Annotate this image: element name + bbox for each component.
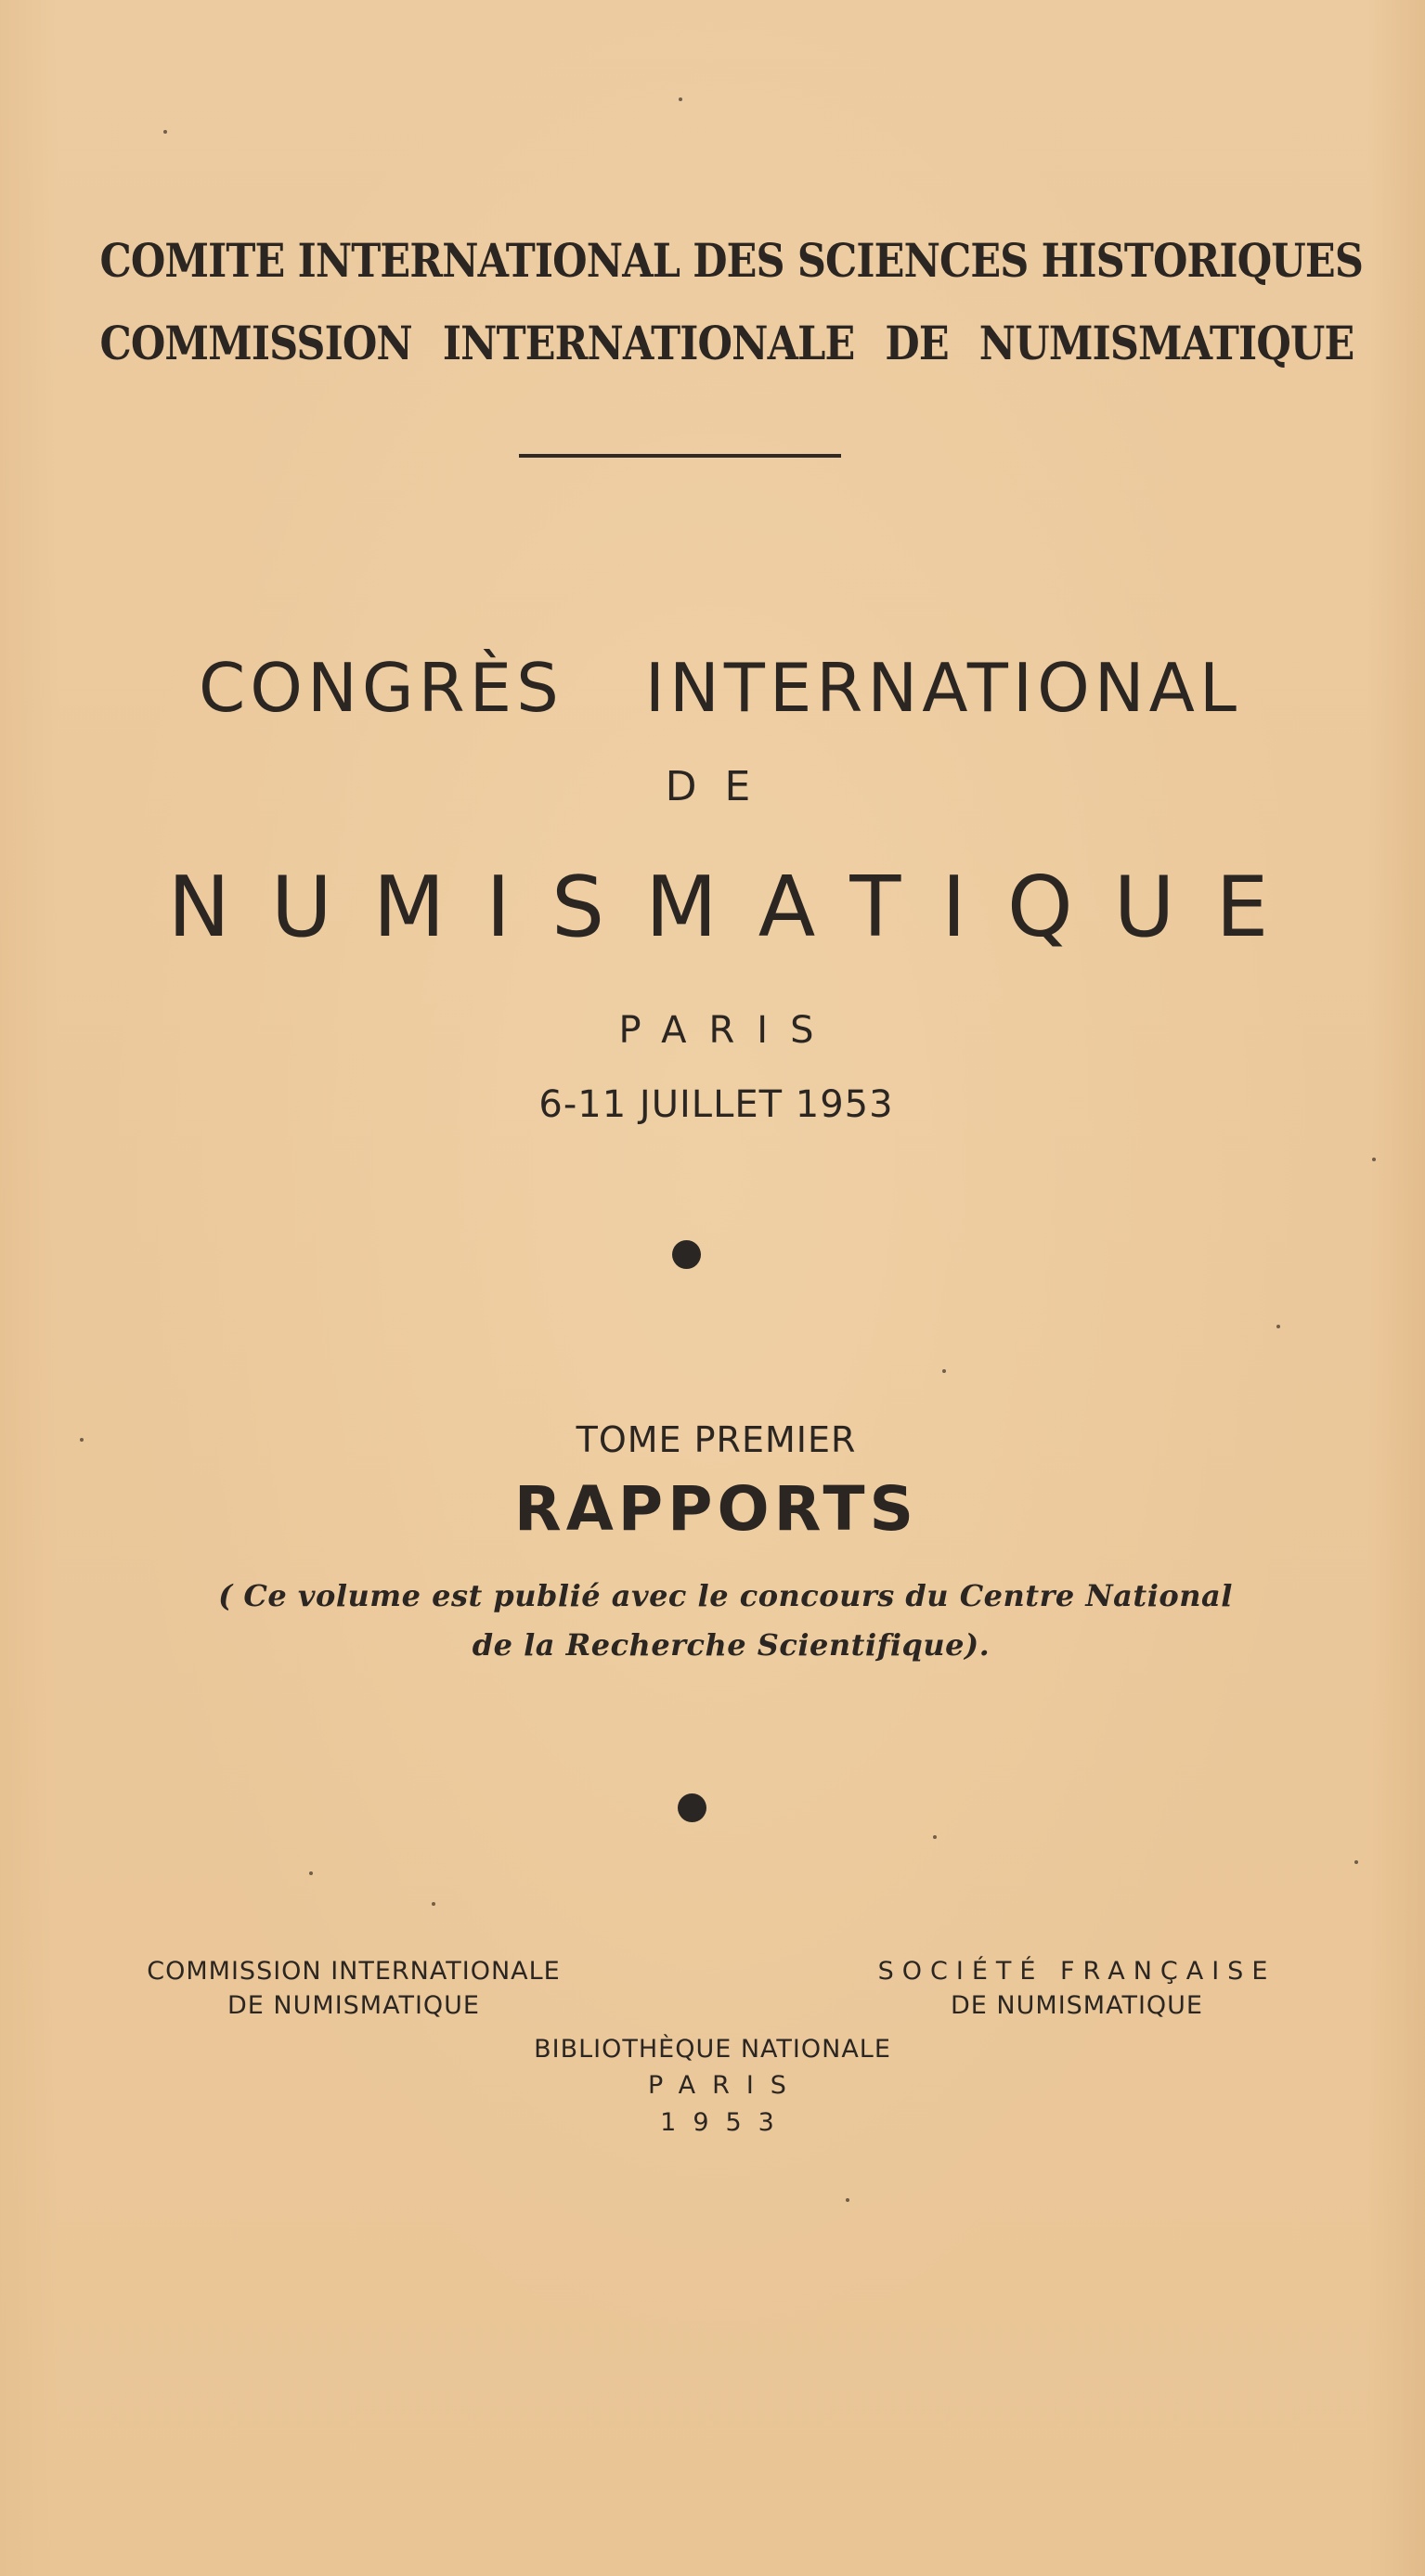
paper-speck — [163, 130, 167, 134]
title-dates: 6-11 JUILLET 1953 — [538, 1083, 894, 1126]
paper-speck — [679, 97, 682, 101]
paper-speck — [432, 1902, 435, 1906]
title-city: PARIS — [618, 1009, 836, 1052]
header-commission: COMMISSION INTERNATIONALE DE NUMISMATIQUE — [99, 316, 1354, 370]
paper-speck — [80, 1438, 84, 1442]
header-committee: COMITE INTERNATIONAL DES SCIENCES HISTORIQUES — [99, 233, 1364, 288]
imprint-library: BIBLIOTHÈQUE NATIONALE — [534, 2035, 891, 2064]
title-de: DE — [665, 763, 779, 810]
title-numismatique: NUMISMATIQUE — [167, 859, 1310, 956]
bullet-ornament — [678, 1793, 706, 1822]
volume-note-line2: de la Recherche Scientifique). — [472, 1627, 991, 1663]
imprint-year: 1953 — [660, 2108, 791, 2137]
volume-tome: TOME PREMIER — [576, 1419, 857, 1460]
publisher-right-line1: SOCIÉTÉ FRANÇAISE — [877, 1957, 1276, 1986]
publisher-left-line2: DE NUMISMATIQUE — [227, 1991, 480, 2020]
bullet-ornament — [672, 1240, 701, 1269]
publisher-left-line1: COMMISSION INTERNATIONALE — [147, 1957, 561, 1986]
publisher-right-line2: DE NUMISMATIQUE — [951, 1991, 1203, 2020]
imprint-city: PARIS — [648, 2071, 803, 2100]
paper-speck — [933, 1835, 937, 1839]
paper-speck — [1354, 1860, 1358, 1864]
volume-note-line1: ( Ce volume est publié avec le concours du Centre National — [218, 1578, 1233, 1613]
divider-rule — [519, 454, 841, 458]
paper-speck — [846, 2198, 849, 2202]
paper-speck — [309, 1871, 313, 1875]
volume-heading: RAPPORTS — [513, 1473, 919, 1545]
title-congres: CONGRÈS INTERNATIONAL — [199, 649, 1241, 727]
paper-speck — [942, 1369, 946, 1373]
paper-speck — [1276, 1325, 1280, 1328]
paper-speck — [1372, 1158, 1376, 1161]
